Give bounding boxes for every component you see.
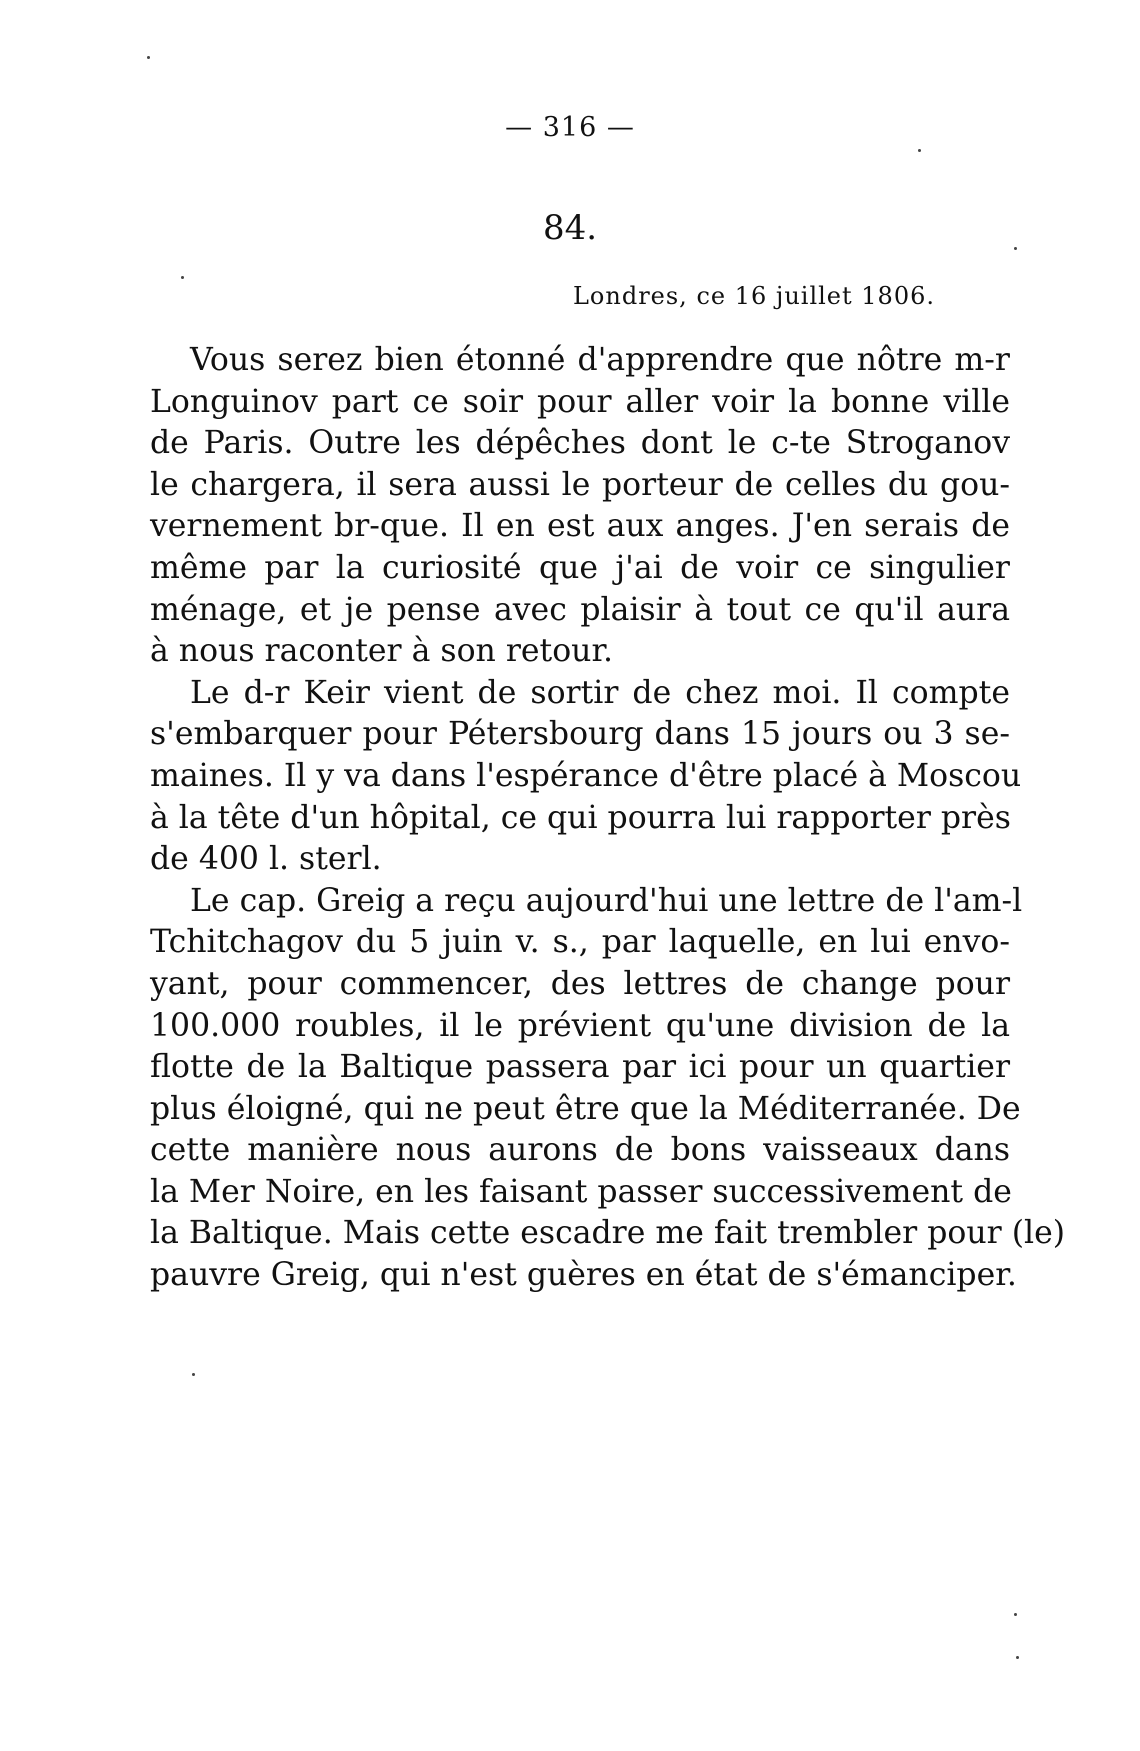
paragraph (150, 673, 1022, 881)
text-line: la Mer Noire, en les faisant passer successivement de (150, 1173, 1012, 1210)
scan-speck (1014, 1613, 1017, 1616)
text-line: de Paris. Outre les dépêches dont le c-te Stroganov (150, 425, 1010, 462)
paragraph (150, 881, 1066, 1297)
scan-speck (181, 276, 184, 279)
scan-speck (1014, 247, 1017, 250)
text-line: flotte de la Baltique passera par ici pour un quartier (150, 1049, 1010, 1086)
text-line: Le d-r Keir vient de sortir de chez moi. Il compte (190, 674, 1010, 711)
text-line: pauvre Greig, qui n'est guères en état de s'émanciper. (150, 1257, 1017, 1294)
text-line: à la tête d'un hôpital, ce qui pourra lui rapporter près (150, 799, 1011, 836)
text-line: yant, pour commencer, des lettres de change pour (150, 965, 1010, 1002)
paragraph (150, 340, 1010, 673)
scan-speck (918, 149, 921, 152)
text-line: de 400 l. sterl. (150, 841, 382, 878)
text-line: cette manière nous aurons de bons vaisseaux dans (150, 1132, 1010, 1169)
letter-number: 84. (542, 208, 598, 248)
text-line: maines. Il y va dans l'espérance d'être placé à Moscou (150, 757, 1022, 794)
text-line: Longuinov part ce soir pour aller voir la bonne ville (150, 383, 1010, 420)
scan-speck (147, 56, 150, 59)
dateline: Londres, ce 16 juillet 1806. (572, 282, 935, 310)
page-number: — 316 — (505, 112, 635, 143)
text-line: le chargera, il sera aussi le porteur de celles du gou- (150, 466, 1010, 503)
text-line: s'embarquer pour Pétersbourg dans 15 jours ou 3 se- (150, 716, 1010, 753)
text-line: à nous raconter à son retour. (150, 633, 614, 670)
text-line: même par la curiosité que j'ai de voir ce singulier (150, 549, 1010, 586)
scan-speck (1016, 1656, 1019, 1659)
letter-body (150, 340, 1066, 1297)
text-line: la Baltique. Mais cette escadre me fait trembler pour (le) (150, 1215, 1066, 1252)
text-line: plus éloigné, qui ne peut être que la Méditerranée. De (150, 1090, 1021, 1127)
scan-speck (192, 1373, 195, 1376)
text-line: Le cap. Greig a reçu aujourd'hui une lettre de l'am-l (190, 882, 1023, 919)
text-line: 100.000 roubles, il le prévient qu'une division de la (150, 1007, 1010, 1044)
text-line: Tchitchagov du 5 juin v. s., par laquelle, en lui envo- (150, 924, 1010, 961)
text-line: ménage, et je pense avec plaisir à tout ce qu'il aura (150, 591, 1010, 628)
text-line: vernement br-que. Il en est aux anges. J'en serais de (150, 508, 1010, 545)
text-line: Vous serez bien étonné d'apprendre que nôtre m-r (190, 342, 1010, 378)
